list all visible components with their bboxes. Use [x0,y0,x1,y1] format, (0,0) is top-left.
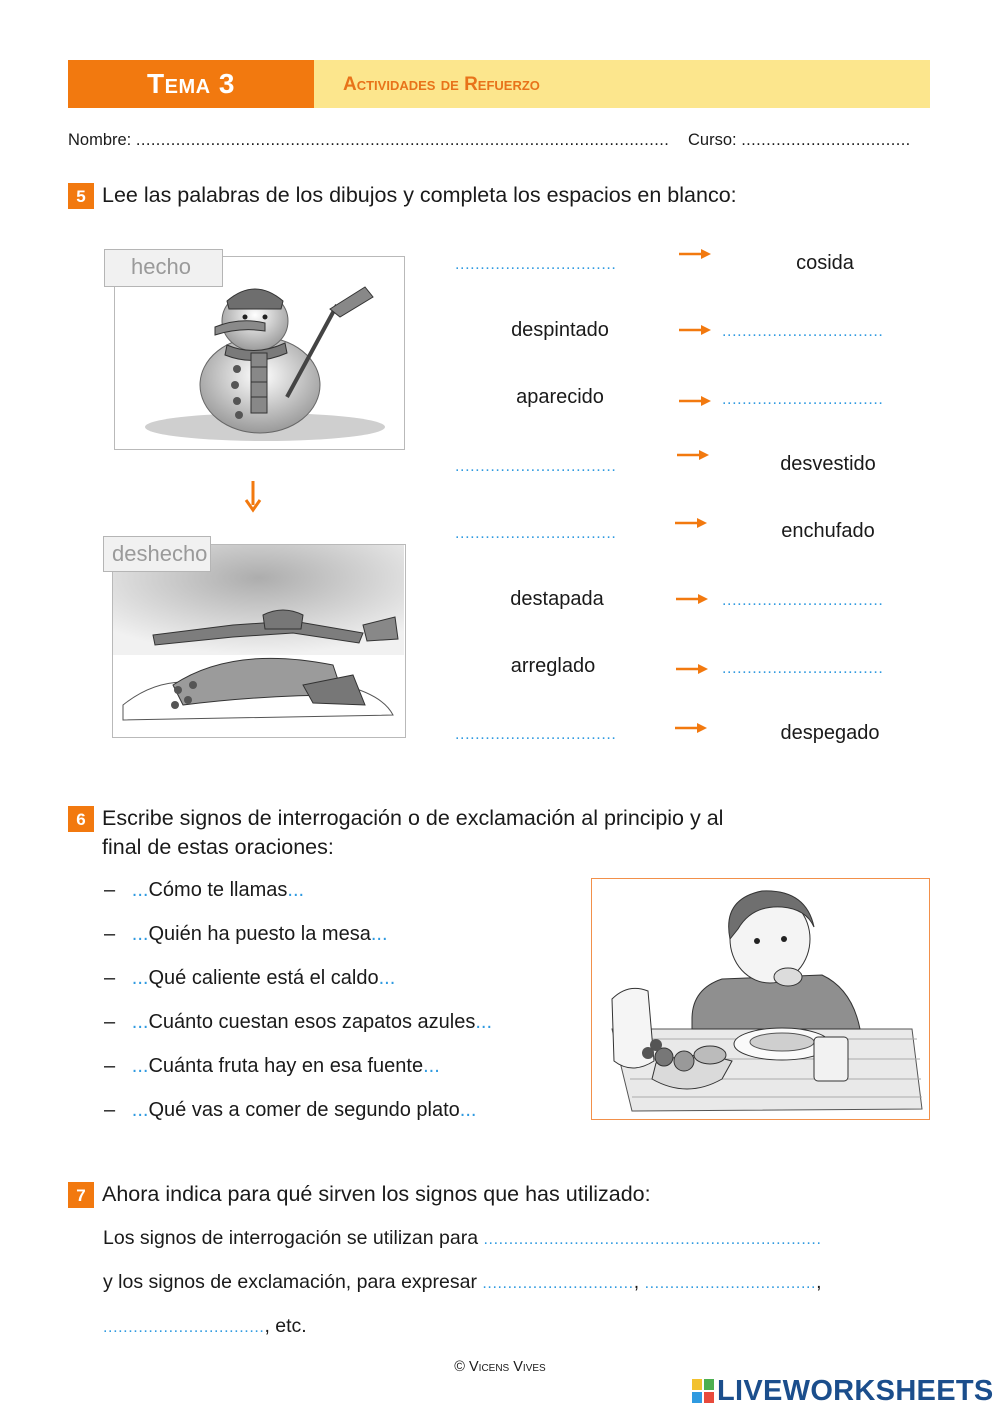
answer-line-1-text: Los signos de interrogación se utilizan para [103,1227,479,1249]
copyright: © Vicens Vives [454,1359,546,1375]
sentence-item-2 [104,923,388,946]
comma: , [633,1271,640,1293]
blank-left-1[interactable]: ................................ [455,256,617,273]
answer-line-3 [103,1315,307,1338]
sentence-text: Cuánta fruta hay en esa fuente [148,1055,424,1077]
question-6-prompt-line2: final de estas oraciones: [102,835,334,859]
word-right-5: enchufado [781,520,875,542]
question-6-prompt-line1: Escribe signos de interrogación o de exclamación al principio y al [102,806,724,830]
arrow-right-icon [679,324,713,336]
arrow-down-icon [243,479,263,513]
blank-left-5[interactable]: ................................ [455,525,617,542]
name-label: Nombre: [68,131,132,149]
sentence-item-1 [104,879,304,902]
blank-close[interactable]: ... [423,1055,440,1077]
answer-blank-interrogation[interactable]: ................................................................... [483,1231,822,1248]
arrow-right-icon [676,663,710,675]
arrow-right-icon [675,517,709,529]
question-7-number: 7 [68,1182,94,1208]
answer-blank-exclamation-1[interactable]: .............................. [482,1275,634,1292]
word-left-7: arreglado [510,655,596,677]
liveworksheets-brand[interactable]: LIVEWORKSHEETS [717,1374,994,1407]
liveworksheets-logo [692,1376,994,1406]
word-left-6: destapada [510,588,604,610]
arrow-right-icon [679,395,713,407]
dash: – [104,923,116,945]
word-right-1: cosida [796,252,854,274]
course-label: Curso: [688,131,737,149]
boy-eating-illustration [592,879,928,1118]
word-left-2: despintado [511,319,609,341]
name-field[interactable] [68,131,669,150]
arrow-right-icon [679,248,713,260]
arrow-right-icon [676,593,710,605]
blank-close[interactable]: ... [459,1099,477,1121]
blank-close[interactable]: ... [475,1011,493,1033]
sentence-item-6 [104,1099,476,1122]
sentence-text: Cómo te llamas [148,879,288,901]
answer-line-3-end: , etc. [264,1315,307,1337]
blank-right-7[interactable]: ................................ [722,660,884,677]
name-dots[interactable]: ........................................................................................................... [135,131,670,149]
course-dots[interactable]: .................................. [741,131,911,149]
sentence-item-5 [104,1055,440,1078]
answer-line-2 [103,1271,822,1294]
answer-line-2-text: y los signos de exclamación, para expresar [103,1271,477,1293]
boy-eating-picture [591,878,930,1120]
answer-blank-exclamation-2[interactable]: .................................. [644,1275,817,1292]
blank-open[interactable]: ... [131,1099,149,1121]
word-right-8: despegado [780,722,880,744]
blank-open[interactable]: ... [131,1011,149,1033]
arrow-right-icon [677,449,711,461]
word-right-4: desvestido [780,453,876,475]
comma: , [816,1271,822,1293]
sentence-text: Cuánto cuestan esos zapatos azules [148,1011,476,1033]
blank-close[interactable]: ... [370,923,388,945]
question-5-prompt: Lee las palabras de los dibujos y completa los espacios en blanco: [102,183,737,207]
snowman-melted-illustration [113,545,404,736]
label-deshecho: deshecho [103,536,211,572]
subtitle-banner [314,60,930,108]
blank-left-8[interactable]: ................................ [455,726,617,743]
dash: – [104,967,116,989]
sentence-text: Quién ha puesto la mesa [148,923,371,945]
answer-blank-exclamation-3[interactable]: ................................ [103,1319,265,1336]
dash: – [104,1099,116,1121]
arrow-right-icon [675,722,709,734]
word-left-3: aparecido [516,386,604,408]
blank-left-4[interactable]: ................................ [455,458,617,475]
question-7-prompt: Ahora indica para qué sirven los signos que has utilizado: [102,1182,651,1206]
blank-open[interactable]: ... [131,967,149,989]
question-5-number: 5 [68,183,94,209]
blank-close[interactable]: ... [378,967,396,989]
dash: – [104,879,116,901]
answer-line-1 [103,1227,822,1250]
blank-right-6[interactable]: ................................ [722,592,884,609]
dash: – [104,1011,116,1033]
sentence-item-4 [104,1011,492,1034]
blank-close[interactable]: ... [287,879,305,901]
sentence-text: Qué caliente está el caldo [148,967,379,989]
dash: – [104,1055,116,1077]
blank-open[interactable]: ... [131,1055,149,1077]
blank-open[interactable]: ... [131,879,149,901]
snowman-melted-picture [112,544,406,738]
course-field[interactable] [688,131,911,150]
label-hecho: hecho [104,249,223,287]
liveworksheets-logo-icon [692,1379,714,1403]
blank-right-3[interactable]: ................................ [722,391,884,408]
blank-open[interactable]: ... [131,923,149,945]
tema-banner [68,60,314,108]
sentence-text: Qué vas a comer de segundo plato [148,1099,460,1121]
blank-right-2[interactable]: ................................ [722,323,884,340]
tema-title: Tema 3 [147,68,235,99]
question-6-number: 6 [68,806,94,832]
sentence-item-3 [104,967,395,990]
worksheet-subtitle: Actividades de Refuerzo [343,74,540,95]
